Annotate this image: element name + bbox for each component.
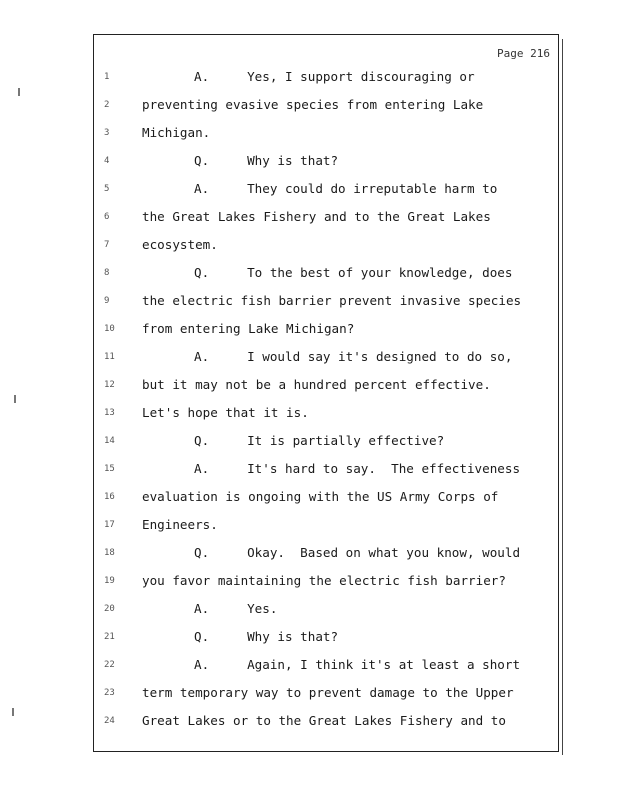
transcript-line <box>94 181 560 201</box>
line-text: A. Yes. <box>194 601 278 616</box>
line-text: Q. To the best of your knowledge, does <box>194 265 513 280</box>
line-number: 22 <box>104 660 115 670</box>
line-number: 7 <box>104 240 110 250</box>
line-text: you favor maintaining the electric fish barrier? <box>142 573 506 588</box>
transcript-page <box>93 34 559 752</box>
line-number: 1 <box>104 72 110 82</box>
line-number: 21 <box>104 632 115 642</box>
transcript-line <box>94 489 560 509</box>
line-text: the electric fish barrier prevent invasive species <box>142 293 522 308</box>
transcript-line <box>94 601 560 621</box>
line-number: 3 <box>104 128 110 138</box>
margin-mark <box>12 708 14 716</box>
line-number: 17 <box>104 520 115 530</box>
line-text: term temporary way to prevent damage to the Upper <box>142 685 514 700</box>
line-text: A. It's hard to say. The effectiveness <box>194 461 521 476</box>
line-text: Q. Why is that? <box>194 153 339 168</box>
line-text: Engineers. <box>142 517 218 532</box>
line-number: 19 <box>104 576 115 586</box>
margin-mark <box>18 88 20 96</box>
transcript-line <box>94 433 560 453</box>
transcript-line <box>94 545 560 565</box>
transcript-line <box>94 153 560 173</box>
transcript-line <box>94 125 560 145</box>
transcript-line <box>94 265 560 285</box>
line-text: Great Lakes or to the Great Lakes Fishery and to <box>142 713 506 728</box>
transcript-line <box>94 629 560 649</box>
line-text: the Great Lakes Fishery and to the Great Lakes <box>142 209 491 224</box>
transcript-line <box>94 461 560 481</box>
transcript-line <box>94 293 560 313</box>
transcript-line <box>94 237 560 257</box>
line-text: Michigan. <box>142 125 211 140</box>
line-number: 6 <box>104 212 110 222</box>
transcript-line <box>94 349 560 369</box>
line-text: Q. Why is that? <box>194 629 339 644</box>
line-number: 24 <box>104 716 115 726</box>
line-text: but it may not be a hundred percent effective. <box>142 377 491 392</box>
transcript-line <box>94 685 560 705</box>
transcript-line <box>94 97 560 117</box>
line-text: A. I would say it's designed to do so, <box>194 349 513 364</box>
transcript-line <box>94 517 560 537</box>
line-text: Q. Okay. Based on what you know, would <box>194 545 521 560</box>
line-number: 18 <box>104 548 115 558</box>
line-number: 16 <box>104 492 115 502</box>
line-number: 11 <box>104 352 115 362</box>
line-number: 13 <box>104 408 115 418</box>
line-text: A. They could do irreputable harm to <box>194 181 498 196</box>
transcript-line <box>94 657 560 677</box>
line-text: from entering Lake Michigan? <box>142 321 355 336</box>
transcript-line <box>94 209 560 229</box>
transcript-line <box>94 321 560 341</box>
transcript-line <box>94 69 560 89</box>
transcript-line <box>94 713 560 733</box>
line-number: 9 <box>104 296 110 306</box>
line-number: 2 <box>104 100 110 110</box>
line-number: 20 <box>104 604 115 614</box>
line-number: 23 <box>104 688 115 698</box>
line-text: evaluation is ongoing with the US Army Corps of <box>142 489 499 504</box>
line-number: 8 <box>104 268 110 278</box>
line-text: preventing evasive species from entering Lake <box>142 97 484 112</box>
line-text: Q. It is partially effective? <box>194 433 445 448</box>
line-text: A. Yes, I support discouraging or <box>194 69 475 84</box>
margin-mark <box>14 395 16 403</box>
transcript-line <box>94 573 560 593</box>
line-number: 14 <box>104 436 115 446</box>
line-text: ecosystem. <box>142 237 218 252</box>
line-number: 5 <box>104 184 110 194</box>
line-number: 15 <box>104 464 115 474</box>
line-text: A. Again, I think it's at least a short <box>194 657 521 672</box>
transcript-line <box>94 377 560 397</box>
page-number: Page 216 <box>497 47 550 60</box>
line-number: 12 <box>104 380 115 390</box>
line-number: 4 <box>104 156 110 166</box>
line-number: 10 <box>104 324 115 334</box>
line-text: Let's hope that it is. <box>142 405 309 420</box>
transcript-line <box>94 405 560 425</box>
